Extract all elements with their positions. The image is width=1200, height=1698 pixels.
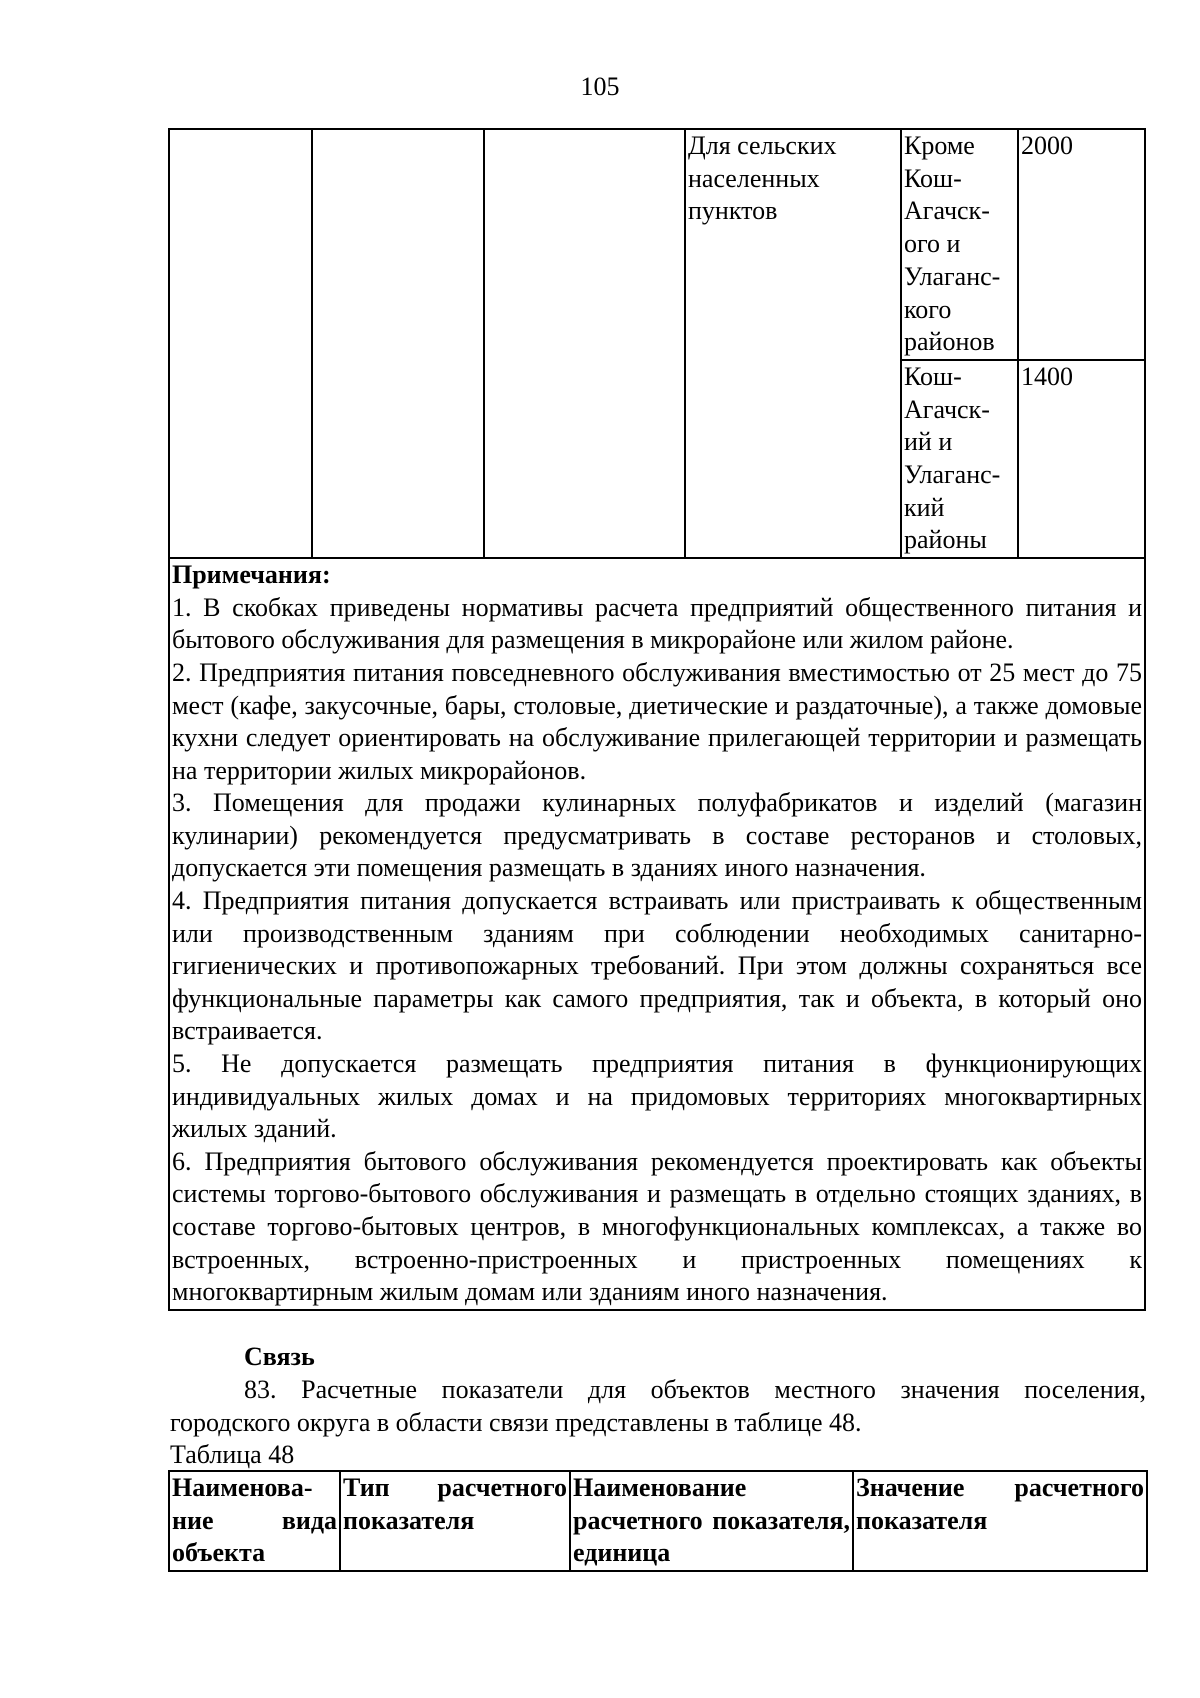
table-header-row xyxy=(169,1471,1147,1571)
note-item: 6. Предприятия бытового обслуживания рекомендуется проектировать как объекты системы торгово-бытового обслуживания и размещать в отдельно стоящих зданиях, в составе торгово-бытовых центров, в многофункциональных комплексах, а также во встроенных, встроенно-пристроенных и пристроенных помещениях к многоквартирным жилым домам или зданиям иного назначения. xyxy=(172,1146,1142,1307)
note-item: 3. Помещения для продажи кулинарных полуфабрикатов и изделий (магазин кулинарии) рекомендуется предусматривать в составе ресторанов и столовых, допускается эти помещения размещать в зданиях иного назначения. xyxy=(172,788,1142,883)
header-cell: Тип расчетного показателя xyxy=(340,1471,570,1571)
page-number: 105 xyxy=(580,72,620,101)
section-paragraph: 83. Расчетные показатели для объектов местного значения поселения, городского округа в области связи представлены в таблице 48. xyxy=(170,1375,1146,1437)
note-item: 5. Не допускается размещать предприятия питания в функционирующих индивидуальных жилых домах и на придомовых территориях многоквартирных жилых зданий. xyxy=(172,1049,1142,1144)
settlement-type-cell: Для сельских населенных пунктов xyxy=(685,129,901,558)
section-heading: Связь xyxy=(244,1342,315,1371)
notes-row xyxy=(169,558,1145,1310)
area-cell: Кроме Кош-Агачск-ого и Улаганс-кого районов xyxy=(901,129,1018,360)
communications-table xyxy=(168,1470,1148,1572)
value-cell: 2000 xyxy=(1018,129,1145,360)
area-cell: Кош-Агачск-ий и Улаганс-кий районы xyxy=(901,360,1018,558)
table-caption: Таблица 48 xyxy=(170,1440,295,1469)
note-item: 4. Предприятия питания допускается встраивать или пристраивать к общественным или производственным зданиям при соблюдении необходимых санитарно-гигиенических и противопожарных требований. При этом должны сохраняться все функциональные параметры как самого предприятия, так и объекта, в который оно встраивается. xyxy=(172,886,1142,1046)
note-item: 1. В скобках приведены нормативы расчета предприятий общественного питания и бытового обслуживания для размещения в микрорайоне или жилом районе. xyxy=(172,592,1142,655)
note-item: 2. Предприятия питания повседневного обслуживания вместимостью от 25 мест до 75 мест (кафе, закусочные, бары, столовые, диетические и раздаточные), а также домовые кухни следует ориентировать на обслуживание прилегающей территории и размещать на территории жилых микрорайонов. xyxy=(172,657,1142,785)
empty-cell xyxy=(312,129,484,558)
header-cell: Наименование расчетного показателя, единица xyxy=(570,1471,853,1571)
norms-table xyxy=(168,128,1146,1311)
notes-title: Примечания: xyxy=(172,560,331,590)
empty-cell xyxy=(484,129,685,558)
header-cell: Наименова-ние вида объекта xyxy=(169,1471,340,1571)
empty-cell xyxy=(169,129,312,558)
table-row xyxy=(169,129,1145,360)
notes-cell xyxy=(169,558,1145,1310)
header-cell: Значение расчетного показателя xyxy=(853,1471,1147,1571)
value-cell: 1400 xyxy=(1018,360,1145,558)
